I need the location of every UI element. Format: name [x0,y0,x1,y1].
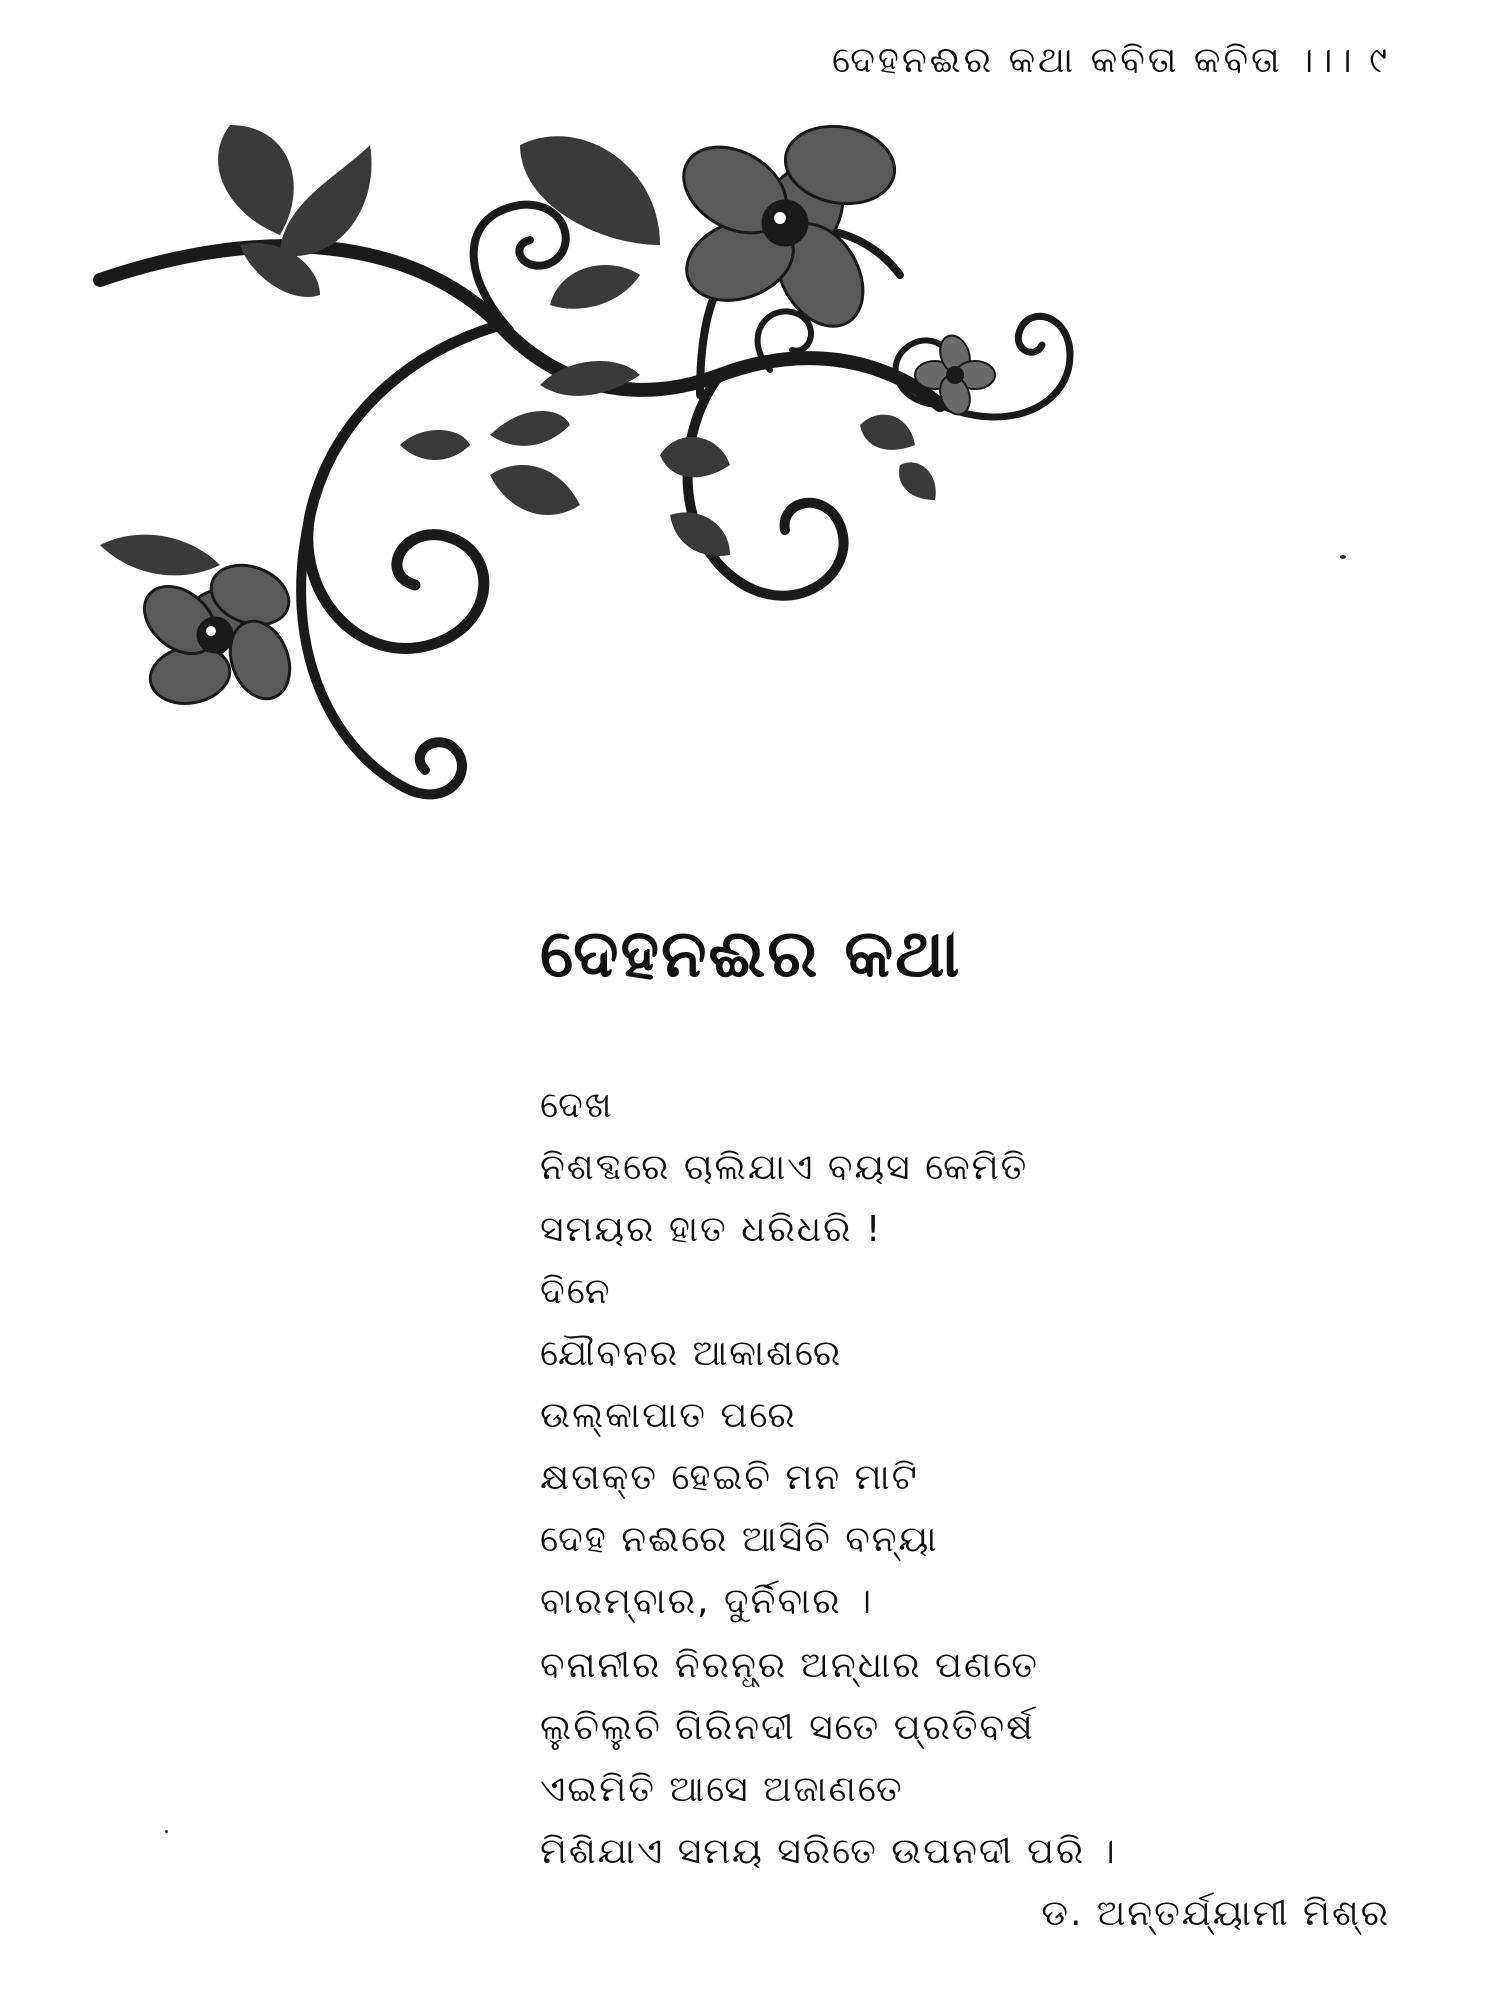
floral-vine-ornament-icon [80,105,1260,905]
running-header: ଦେହନଈର କଥା କବିତା କବିତା ।।। ୯ [832,40,1390,81]
poem-line: ଦିନେ [540,1271,612,1312]
stanza-1 [540,1075,1028,1633]
poem-title: ଦେହନଈର କଥା [540,915,962,992]
poem-line: ସମୟର ହାତ ଧରିଧରି ! [540,1209,883,1250]
poem-line: ବାରମ୍ବାର, ଦୁର୍ନିବାର । [540,1581,874,1622]
author-name: ଡ. ଅନ୍ତର୍ଯ୍ୟାମୀ ମିଶ୍ର [1041,1893,1390,1934]
poem-line: ମିଶିଯାଏ ସମୟ ସରିତେ ଉପନଦୀ ପରି । [540,1831,1117,1872]
poem-line: ଲୁଚିଲୁଚି ଗିରିନଦୀ ସତେ ପ୍ରତିବର୍ଷ [540,1707,1035,1748]
poem-line: ନିଶବ୍ଦରେ ଚାଲିଯାଏ ବୟସ କେମିତି [540,1147,1029,1188]
poem-line: ଯୌବନର ଆକାଶରେ [540,1333,843,1374]
poem-line: ଦେହ ନଈରେ ଆସିଚି ବନ୍ୟା [540,1519,939,1560]
print-speck [1340,555,1346,559]
print-speck [165,1830,168,1833]
poem-line: ବନାନୀର ନିରନ୍ଧ୍ର ଅନ୍ଧାର ପଣତେ [540,1645,1039,1686]
stanza-2 [540,1635,1117,1883]
poem-line: ଏଇମିତି ଆସେ ଅଜାଣତେ [540,1769,904,1810]
poem-line: ଦେଖ [540,1085,614,1126]
poem-line: କ୍ଷତାକ୍ତ ହେଇଚି ମନ ମାଟି [540,1457,919,1498]
poem-line: ଉଲ୍‌କାପାତ ପରେ [540,1395,797,1436]
